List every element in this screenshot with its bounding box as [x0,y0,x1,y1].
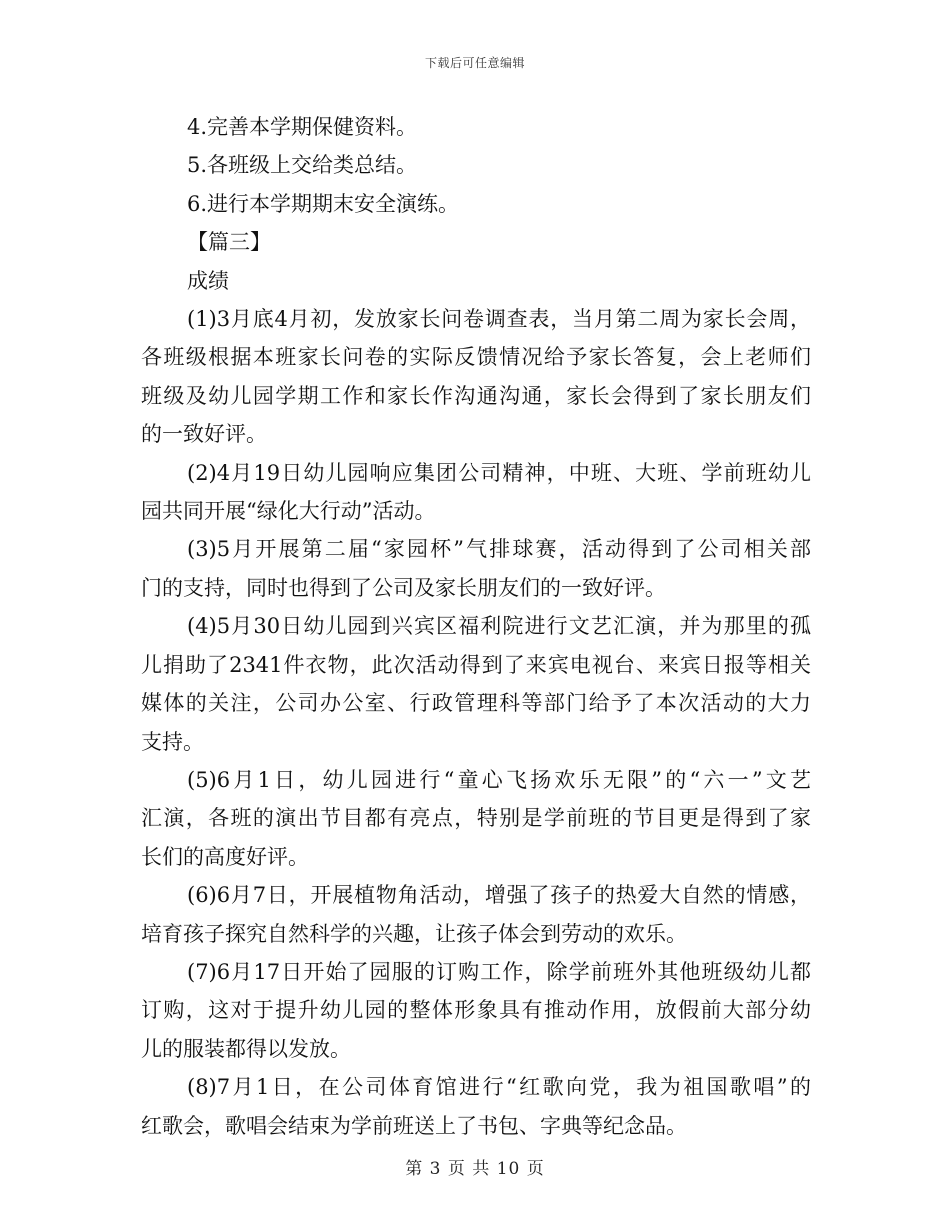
text-line: (4)5月30日幼儿园到兴宾区福利院进行文艺汇演，并为那里的孤 [187,614,811,639]
text-line: 班级及幼儿园学期工作和家长作沟通沟通，家长会得到了家长朋友们 [141,383,811,408]
text-line: 园共同开展“绿化大行动”活动。 [141,499,436,524]
text-line: 培育孩子探究自然科学的兴趣，让孩子体会到劳动的欢乐。 [141,921,687,946]
text-line: 4.完善本学期保健资料。 [187,115,418,139]
text-line: 红歌会，歌唱会结束为学前班送上了书包、字典等纪念品。 [141,1113,687,1138]
text-line: 汇演，各班的演出节目都有亮点，特别是学前班的节目更是得到了家 [141,806,811,831]
text-line: 【篇三】 [187,230,271,255]
text-line: (1)3月底4月初，发放家长问卷调查表，当月第二周为家长会周， [187,307,811,332]
text-line: 儿捐助了2341件衣物，此次活动得到了来宾电视台、来宾日报等相关 [141,652,811,677]
text-line: (8)7月1日，在公司体育馆进行“红歌向党，我为祖国歌唱”的 [187,1075,811,1100]
page-header-note: 下载后可任意编辑 [424,56,525,70]
text-line: (5)6月1日，幼儿园进行“童心飞扬欢乐无限”的“六一”文艺 [187,767,811,792]
text-line: 媒体的关注，公司办公室、行政管理科等部门给予了本次活动的大力 [141,691,811,716]
text-line: 儿的服装都得以发放。 [141,1036,351,1061]
text-line: 支持。 [141,729,204,754]
document-body [141,108,811,1145]
text-line: 6.进行本学期期末安全演练。 [187,191,460,216]
text-line: 订购，这对于提升幼儿园的整体形象具有推动作用，放假前大部分幼 [141,998,811,1023]
text-line: 长们的高度好评。 [141,844,309,869]
text-line: (3)5月开展第二届“家园杯”气排球赛，活动得到了公司相关部 [187,537,811,562]
page-number-footer: 第 3 页 共 10 页 [405,1159,545,1179]
text-line: (2)4月19日幼儿园响应集团公司精神，中班、大班、学前班幼儿 [187,460,811,485]
text-line: (7)6月17日开始了园服的订购工作，除学前班外其他班级幼儿都 [187,959,811,984]
text-line: (6)6月7日，开展植物角活动，增强了孩子的热爱大自然的情感， [187,883,811,908]
text-line: 各班级根据本班家长问卷的实际反馈情况给予家长答复，会上老师们 [141,345,811,370]
text-line: 5.各班级上交给类总结。 [187,153,418,178]
text-line: 的一致好评。 [141,422,267,447]
text-line: 门的支持，同时也得到了公司及家长朋友们的一致好评。 [141,575,666,600]
text-line: 成绩 [187,268,229,293]
